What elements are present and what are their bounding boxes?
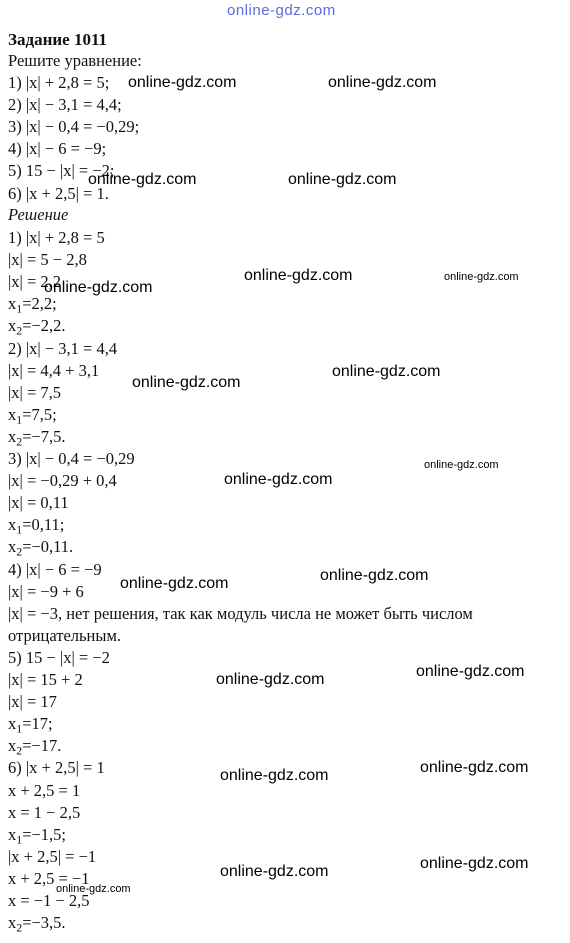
solution-line: x + 2,5 = −1 (8, 868, 90, 888)
solution-line: |x| = 17 (8, 692, 57, 712)
root-variable: x (8, 294, 17, 314)
watermark-text: online-gdz.com (320, 567, 429, 584)
solution-line: x = 1 − 2,5 (8, 802, 81, 822)
solution-line: 6) |x + 2,5| = 1 (8, 758, 105, 778)
task-item: 4) |x| − 6 = −9; (8, 139, 107, 159)
root-variable: x (8, 426, 17, 446)
root-index: 1 (16, 721, 23, 736)
watermark-text: online-gdz.com (420, 855, 529, 872)
solution-line: отрицательным. (8, 625, 122, 645)
root-value: =−1,5; (22, 824, 67, 844)
root-line (8, 514, 64, 536)
watermark-text: online-gdz.com (88, 171, 197, 188)
watermark-text: online-gdz.com (220, 863, 329, 880)
task-item: 1) |x| + 2,8 = 5; (8, 73, 110, 92)
solution-line: |x| = 5 − 2,8 (8, 250, 87, 270)
task-title: Задание 1011 (8, 30, 108, 49)
watermark-text: online-gdz.com (444, 271, 519, 283)
root-value: =17; (22, 714, 53, 734)
solution-line: 4) |x| − 6 = −9 (8, 559, 102, 579)
watermark-text: online-gdz.com (420, 759, 529, 776)
solution-line: |x| = 2,2 (8, 272, 62, 292)
watermark-text: online-gdz.com (132, 374, 241, 391)
solution-line: |x| = 7,5 (8, 382, 62, 402)
solution-line: |x| = 4,4 + 3,1 (8, 360, 100, 380)
root-line (8, 536, 73, 558)
root-line (8, 713, 53, 735)
watermark-text: online-gdz.com (416, 663, 525, 680)
root-value: =7,5; (22, 404, 57, 424)
root-value: =−17. (22, 736, 62, 756)
solution-line: |x| = −0,29 + 0,4 (8, 471, 117, 491)
root-index: 1 (16, 301, 23, 316)
root-variable: x (8, 316, 17, 336)
watermark-text: online-gdz.com (220, 767, 329, 784)
root-index: 2 (16, 920, 23, 935)
root-variable: x (8, 515, 17, 535)
solution-line: |x| = −9 + 6 (8, 581, 84, 601)
solution-line: x = −1 − 2,5 (8, 891, 90, 910)
solution-line: |x| = 0,11 (8, 493, 69, 513)
watermark-text: online-gdz.com (120, 575, 229, 592)
root-value: =−2,2. (22, 316, 66, 336)
solution-line: 5) 15 − |x| = −2 (8, 647, 110, 667)
solution-line: |x + 2,5| = −1 (8, 846, 97, 866)
root-value: =2,2; (22, 294, 57, 314)
site-watermark-top: online-gdz.com (227, 2, 336, 19)
root-line (8, 912, 66, 934)
solution-line: 1) |x| + 2,8 = 5 (8, 228, 105, 247)
watermark-text: online-gdz.com (128, 74, 237, 91)
task-item: 2) |x| − 3,1 = 4,4; (8, 95, 122, 115)
solution-line: x + 2,5 = 1 (8, 780, 81, 800)
root-variable: x (8, 736, 17, 756)
root-line (8, 426, 66, 448)
root-variable: x (8, 913, 17, 933)
root-line (8, 315, 66, 337)
root-index: 1 (16, 832, 23, 846)
watermark-text: online-gdz.com (224, 471, 333, 488)
watermark-text: online-gdz.com (332, 363, 441, 380)
root-value: =0,11; (22, 515, 65, 535)
root-variable: x (8, 404, 17, 424)
root-index: 1 (16, 522, 23, 537)
root-variable: x (8, 824, 17, 844)
watermark-text: online-gdz.com (424, 459, 499, 471)
watermark-text: online-gdz.com (244, 267, 353, 284)
root-value: =−3,5. (22, 913, 66, 933)
task-prompt: Решите уравнение: (8, 51, 142, 70)
root-index: 2 (16, 434, 23, 449)
watermark-text: online-gdz.com (328, 74, 437, 91)
root-index: 2 (16, 544, 23, 559)
root-value: =−0,11. (22, 537, 74, 557)
root-variable: x (8, 537, 17, 557)
watermark-text: online-gdz.com (44, 279, 153, 296)
solution-line: 3) |x| − 0,4 = −0,29 (8, 449, 135, 468)
task-item: 6) |x + 2,5| = 1. (8, 183, 109, 203)
solution-line: |x| = 15 + 2 (8, 670, 83, 689)
root-index: 1 (16, 412, 23, 427)
watermark-text: online-gdz.com (288, 171, 397, 188)
root-line (8, 824, 66, 846)
root-value: =−7,5. (22, 426, 66, 446)
root-index: 2 (16, 323, 23, 338)
root-line (8, 404, 57, 426)
root-index: 2 (16, 743, 23, 758)
solution-line: 2) |x| − 3,1 = 4,4 (8, 338, 118, 358)
task-item: 3) |x| − 0,4 = −0,29; (8, 117, 140, 137)
root-line (8, 735, 61, 757)
solution-heading: Решение (8, 205, 69, 224)
root-variable: x (8, 714, 17, 734)
watermark-text: online-gdz.com (56, 883, 131, 895)
watermark-text: online-gdz.com (216, 671, 325, 688)
task-item: 5) 15 − |x| = −2; (8, 161, 115, 181)
solution-line: |x| = −3, нет решения, так как модуль числа не может быть числом (8, 603, 473, 623)
